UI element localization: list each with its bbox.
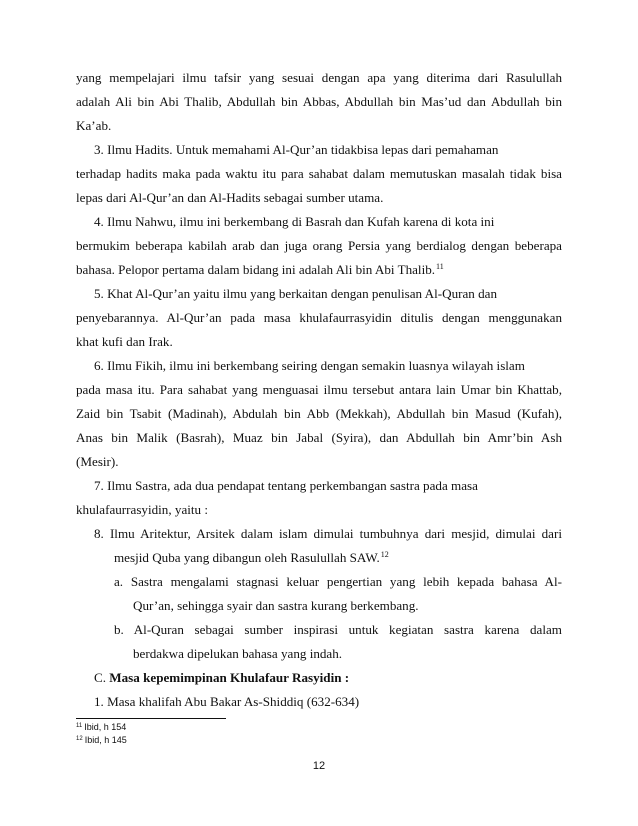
list-item-a: a. Sastra mengalami stagnasi keluar pengertian yang lebih kepada bahasa Al- — [114, 574, 562, 589]
text-line: berdakwa dipelukan bahasa yang indah. — [133, 646, 343, 661]
footnote-mark: 12 — [76, 736, 83, 742]
text-line — [76, 262, 562, 280]
list-item-b: b. Al-Quran sebagai sumber inspirasi untuk kegiatan sastra karena dalam — [114, 622, 562, 637]
footnote-mark: 11 — [76, 723, 83, 729]
text-line: khat kufi dan Irak. — [76, 334, 173, 349]
footnote-ref-12: 12 — [380, 550, 389, 559]
section-title: Masa kepemimpinan Khulafaur Rasyidin : — [109, 670, 350, 685]
page-number: 12 — [312, 760, 326, 772]
footnote-text: Ibid, h 154 — [84, 722, 127, 732]
footnote-ref-11: 11 — [436, 262, 444, 271]
text-line: lepas dari Al-Qur’an dan Al-Hadits sebagai sumber utama. — [76, 190, 384, 205]
section-letter: C. — [94, 670, 110, 685]
text-line: adalah Ali bin Abi Thalib, Abdullah bin Abbas, Abdullah bin Mas’ud dan Abdullah bin — [76, 94, 562, 109]
text-line: Zaid bin Tsabit (Madinah), Abdulah bin Abb (Mekkah), Abdullah bin Masud (Kufah), — [76, 406, 562, 421]
list-item-4: 4. Ilmu Nahwu, ilmu ini berkembang di Basrah dan Kufah karena di kota ini — [94, 214, 495, 229]
text-line: terhadap hadits maka pada waktu itu para sahabat dalam memutuskan masalah tidak bisa — [76, 166, 562, 181]
text-line: Ka’ab. — [76, 118, 112, 133]
text-line: yang mempelajari ilmu tafsir yang sesuai dengan apa yang diterima dari Rasulullah — [76, 70, 562, 85]
list-item-5: 5. Khat Al-Qur’an yaitu ilmu yang berkaitan dengan penulisan Al-Quran dan — [94, 286, 498, 301]
text-line: khulafaurrasyidin, yaitu : — [76, 502, 208, 517]
text-line: Qur’an, sehingga syair dan sastra kurang berkembang. — [133, 598, 419, 613]
text-line: penyebarannya. Al-Qur’an pada masa khulafaurrasyidin ditulis dengan menggunakan — [76, 310, 562, 325]
text-line: pada masa itu. Para sahabat yang menguasai ilmu tersebut antara lain Umar bin Khattab, — [76, 382, 562, 397]
list-item-8: 8. Ilmu Aritektur, Arsitek dalam islam dimulai tumbuhnya dari mesjid, dimulai dari — [94, 526, 562, 541]
footnote-11 — [76, 722, 126, 735]
text-span: mesjid Quba yang dibangun oleh Rasulullah SAW. — [114, 550, 380, 565]
text-line — [114, 550, 600, 568]
text-line: Anas bin Malik (Basrah), Muaz bin Jabal (Syira), dan Abdullah bin Amr’bin Ash — [76, 430, 562, 445]
text-line: (Mesir). — [76, 454, 119, 469]
section-heading — [94, 670, 580, 686]
footnote-divider — [76, 718, 226, 719]
list-item-7: 7. Ilmu Sastra, ada dua pendapat tentang perkembangan sastra pada masa — [94, 478, 478, 493]
text-span: bahasa. Pelopor pertama dalam bidang ini adalah Ali bin Abi Thalib. — [76, 262, 436, 277]
list-item-6: 6. Ilmu Fikih, ilmu ini berkembang seiring dengan semakin luasnya wilayah islam — [94, 358, 525, 373]
footnote-12 — [76, 735, 127, 748]
footnote-text: Ibid, h 145 — [84, 735, 127, 745]
list-item-1: 1. Masa khalifah Abu Bakar As-Shiddiq (632-634) — [94, 694, 360, 709]
list-item-3: 3. Ilmu Hadits. Untuk memahami Al-Qur’an tidakbisa lepas dari pemahaman — [94, 142, 499, 157]
text-line: bermukim beberapa kabilah arab dan juga orang Persia yang berdialog dengan beberapa — [76, 238, 562, 253]
